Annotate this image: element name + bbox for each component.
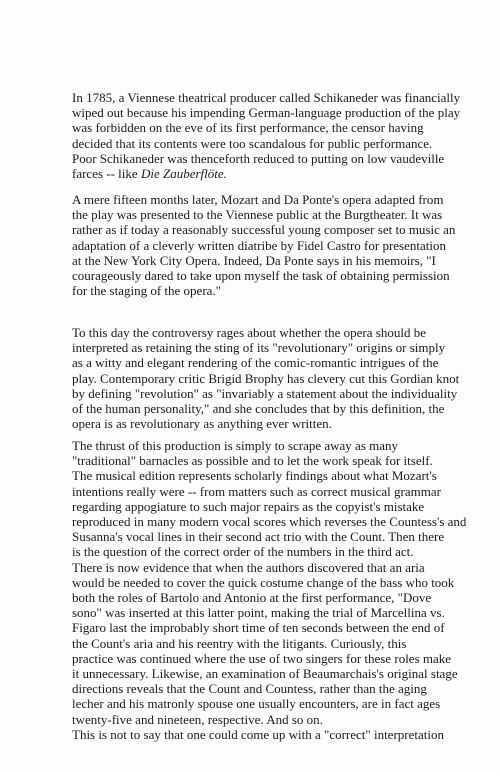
text-line: Susanna's vocal lines in their second act trio with the Count. Then there (72, 529, 445, 545)
text-line: twenty-five and nineteen, respective. And so on. (72, 711, 323, 727)
paragraph-controversy (72, 325, 468, 431)
text-line: A mere fifteen months later, Mozart and Da Ponte's opera adapted from (72, 192, 444, 207)
text-line: There is now evidence that when the authors discovered that an aria (72, 559, 425, 575)
text-line: Figaro last the improbably short time of ten seconds between the end of (72, 620, 445, 636)
text-line: adaptation of a cleverly written diatribe by Fidel Castro for presentation (72, 237, 446, 253)
text-line: directions reveals that the Count and Countess, rather than the aging (72, 681, 427, 697)
text-line: the Count's aria and his reentry with the litigants. Curiously, this (72, 635, 407, 651)
text-line: practice was continued where the use of two singers for these roles make (72, 650, 452, 666)
text-line: courageously dared to take upon myself the task of obtaining permission (72, 268, 450, 284)
paragraph-schikaneder (72, 90, 468, 181)
text-line: Poor Schikaneder was thenceforth reduced to putting on low vaudeville (72, 150, 445, 166)
text-line: would be needed to cover the quick costume change of the bass who took (72, 574, 455, 590)
text-line: of the human personality," and she concludes that by this definition, the (72, 401, 445, 417)
opera-title-italic: Die Zauberflöte. (140, 166, 227, 182)
text-line: by defining "revolution" as "invariably a statement about the individuality (72, 385, 458, 401)
text-line: both the roles of Bartolo and Antonio at the first performance, "Dove (72, 590, 432, 606)
text-line: opera is as revolutionary as anything ever written. (72, 416, 332, 432)
text-line: sono" was inserted at this latter point, making the trial of Marcellina vs. (72, 605, 445, 621)
text-line: is the question of the correct order of the numbers in the third act. (72, 544, 414, 560)
paragraph-production-thrust (72, 438, 468, 742)
text-line: for the staging of the opera." (72, 283, 221, 299)
text-line: wiped out because his impending German-language production of the play (72, 105, 461, 121)
text-line: regarding appogiature to such major repairs as the copyist's mistake (72, 498, 425, 514)
text-line: The musical edition represents scholarly findings about what Mozart's (72, 468, 437, 484)
text-line: it unnecessary. Likewise, an examination of Beaumarchais's original stage (72, 666, 458, 682)
text-line: the play was presented to the Viennese public at the Burgtheater. It was (72, 207, 443, 223)
text-line: play. Contemporary critic Brigid Brophy has clevery cut this Gordian knot (72, 370, 460, 386)
text-line: was forbidden on the eve of its first performance, the censor having (72, 120, 424, 136)
text-line-final (72, 166, 468, 181)
text-line: In 1785, a Viennese theatrical producer called Schikaneder was financially (72, 90, 461, 105)
text-line: at the New York City Opera. Indeed, Da Ponte says in his memoirs, "I (72, 252, 436, 268)
text-line: interpreted as retaining the sting of its "revolutionary" origins or simply (72, 340, 446, 356)
text-line: "traditional" barnacles as possible and to let the work speak for itself. (72, 453, 433, 469)
paragraph-mozart-da-ponte (72, 192, 468, 298)
text-line: To this day the controversy rages about whether the opera should be (72, 325, 426, 340)
text-line: rather as if today a reasonably successful young composer set to music an (72, 222, 456, 238)
text-line: as a witty and elegant rendering of the comic-romantic intrigues of the (72, 355, 439, 371)
text-line: lecher and his matronly spouse one usually encounters, are in fact ages (72, 696, 441, 712)
text-line: reproduced in many modern vocal scores which reverses the Countess's and (72, 514, 467, 530)
text-line: intentions really were -- from matters such as correct musical grammar (72, 483, 441, 499)
text-line-prefix: farces -- like (72, 166, 141, 182)
text-line: decided that its contents were too scandalous for public performance. (72, 135, 433, 151)
text-line: This is not to say that one could come up with a "correct" interpretation (72, 726, 444, 742)
text-line: The thrust of this production is simply to scrape away as many (72, 438, 399, 453)
